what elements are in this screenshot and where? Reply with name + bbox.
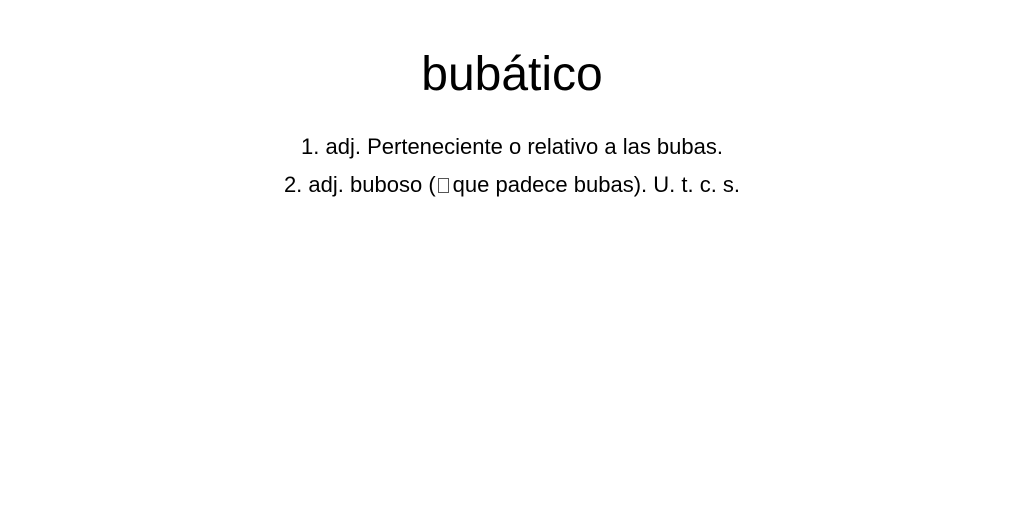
sense-2 xyxy=(0,166,1024,204)
headword: bubático xyxy=(421,48,603,101)
sense-number: 1. xyxy=(301,134,320,159)
sense-1 xyxy=(0,128,1024,166)
sense-category: adj. xyxy=(325,134,361,159)
sense-category: adj. xyxy=(308,172,344,197)
sense-definition: Perteneciente o relativo a las bubas. xyxy=(367,134,723,159)
sense-definition-end: que padece bubas). U. t. c. s. xyxy=(452,172,741,197)
sense-number: 2. xyxy=(283,172,303,197)
missing-glyph-icon xyxy=(438,178,449,193)
sense-list xyxy=(0,128,1024,204)
sense-definition-start: buboso ( xyxy=(350,172,436,197)
